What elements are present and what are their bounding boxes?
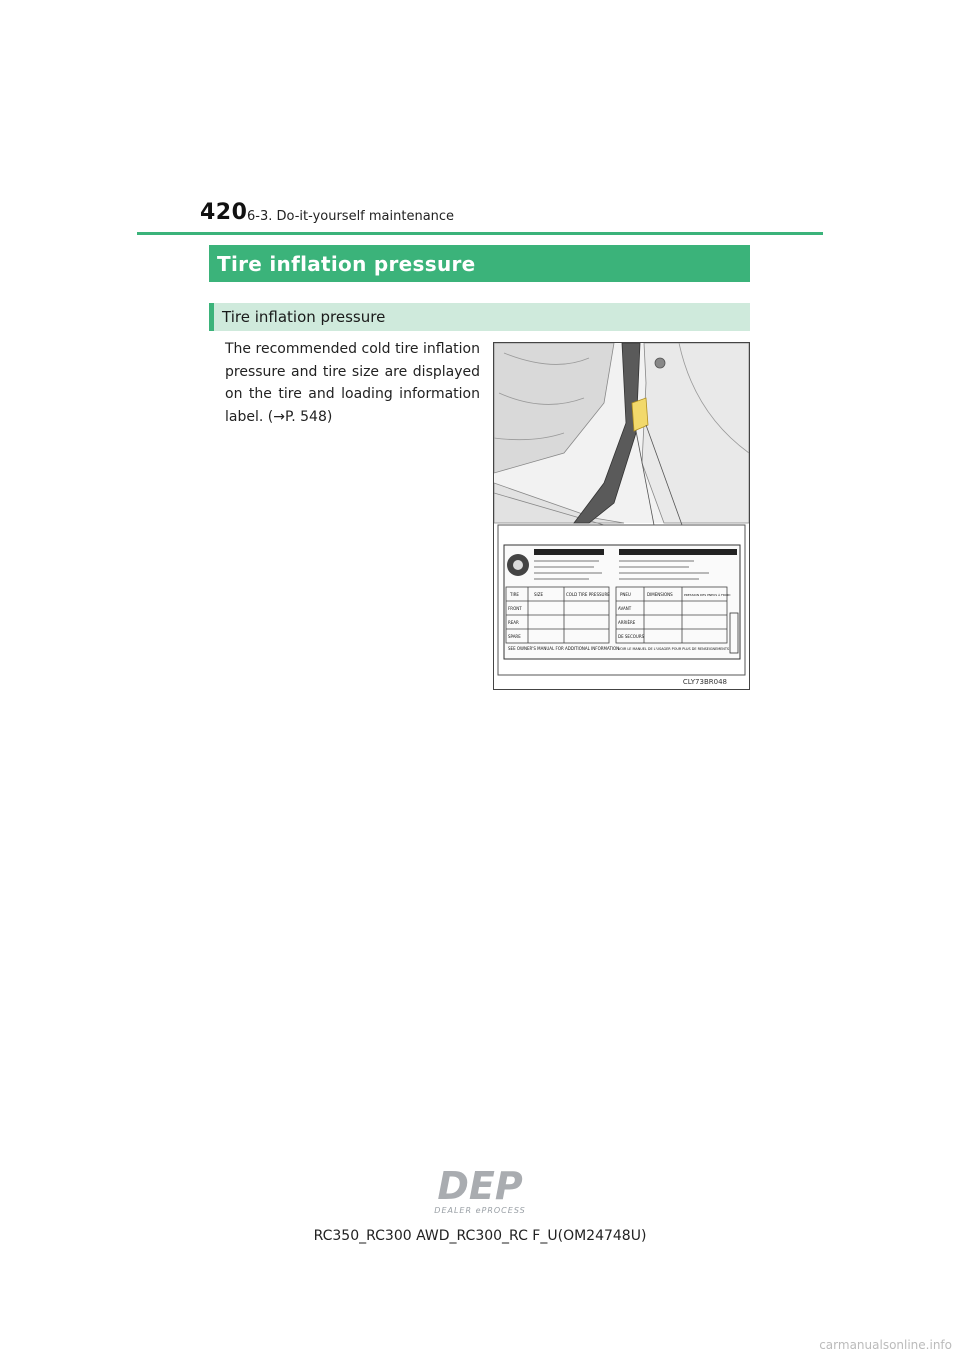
body-text-end: ) bbox=[326, 408, 333, 425]
row-arriere: ARRIÈRE bbox=[618, 620, 636, 625]
logo-text: DEP bbox=[437, 1165, 523, 1208]
sticker-location bbox=[632, 398, 648, 431]
row-secours: DE SECOURS bbox=[618, 634, 645, 639]
col-pneu: PNEU bbox=[620, 592, 631, 597]
sub-heading bbox=[209, 303, 750, 331]
model-code: RC350_RC300 AWD_RC300_RC F_U(OM24748U) bbox=[313, 1228, 647, 1244]
dep-logo-icon bbox=[415, 1165, 545, 1217]
row-front: FRONT bbox=[508, 606, 522, 611]
row-avant: AVANT bbox=[618, 606, 632, 611]
row-rear: REAR bbox=[508, 620, 519, 625]
row-spare: SPARE bbox=[508, 634, 521, 639]
col-size: SIZE bbox=[534, 592, 543, 597]
col-tire: TIRE bbox=[510, 592, 519, 597]
body-text: The recommended cold tire inflation pressure and tire size are displayed on the tire and loading information label. ( bbox=[225, 341, 480, 425]
figure-code: CLY73BR048 bbox=[682, 678, 727, 686]
label-footer-fr: VOIR LE MANUEL DE L'USAGER POUR PLUS DE RENSEIGNEMENTS bbox=[618, 647, 730, 651]
tire-label-illustration bbox=[493, 342, 750, 690]
main-heading bbox=[209, 245, 750, 282]
col-dim: DIMENSIONS bbox=[647, 592, 673, 597]
dep-logo bbox=[415, 1165, 545, 1221]
header-rule bbox=[137, 232, 823, 235]
page-reference-link[interactable]: →P. 548 bbox=[273, 408, 327, 425]
body-paragraph bbox=[225, 338, 480, 428]
col-pressure: COLD TIRE PRESSURE bbox=[566, 592, 610, 597]
watermark: carmanualsonline.info bbox=[819, 1338, 952, 1352]
logo-subtext: DEALER ePROCESS bbox=[434, 1206, 526, 1215]
sub-heading-text: Tire inflation pressure bbox=[222, 308, 386, 326]
label-footer-en: SEE OWNER'S MANUAL FOR ADDITIONAL INFORMATION bbox=[508, 646, 620, 651]
door-jamb-drawing bbox=[494, 343, 749, 689]
col-pression: PRESSION DES PNEUS À FROID bbox=[684, 593, 731, 597]
page-number: 420 bbox=[200, 200, 248, 225]
section-header: 6-3. Do-it-yourself maintenance bbox=[247, 209, 455, 224]
main-heading-text: Tire inflation pressure bbox=[217, 251, 476, 276]
